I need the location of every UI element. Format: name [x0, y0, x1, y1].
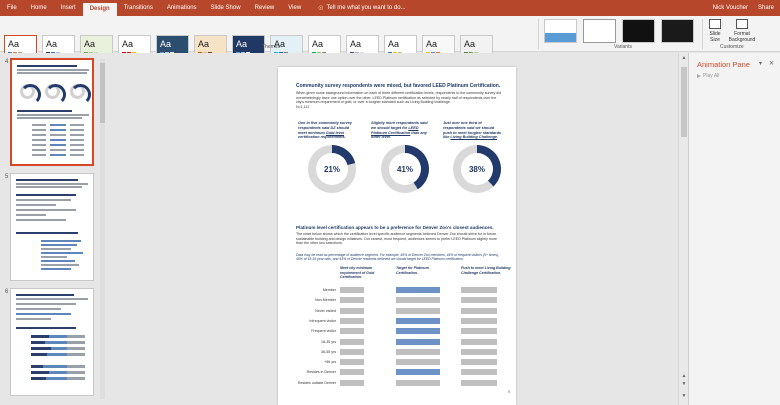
share-label: Share	[757, 5, 774, 11]
segment-bar	[396, 287, 440, 293]
group-header-gold: Meet city minimum requirement of Gold Certification.	[340, 266, 375, 280]
group-header-living-building: Push to meet Living Building Challenge Certification.	[461, 266, 511, 275]
scroll-up-arrow-icon[interactable]: ▲	[681, 55, 687, 61]
segment-bar	[340, 308, 364, 314]
segment-bar	[396, 328, 440, 334]
segment-label: 18-35 yrs	[321, 339, 336, 344]
play-all-label: Play All	[703, 73, 720, 79]
segment-bar	[461, 328, 497, 334]
slide-number: 5	[5, 174, 9, 180]
slide-intro-n: N=1,112	[296, 104, 310, 109]
segment-bar	[461, 359, 497, 365]
donut-note-living-building: Just over one third of respondents said we should push to meet tougher standards like Living Building Challenge.	[443, 121, 502, 140]
segment-label: Frequent visitor	[311, 329, 336, 334]
segment-bar	[340, 349, 364, 355]
scrollbar-thumb[interactable]	[681, 67, 687, 137]
theme-sample-text: Aa	[426, 39, 438, 49]
scroll-up-double-arrow-icon[interactable]: ▲	[681, 373, 687, 379]
segment-bar	[461, 287, 497, 293]
segment-bar	[340, 328, 364, 334]
segment-label: Resides in Denver	[306, 370, 336, 375]
close-icon[interactable]: ✕	[769, 61, 775, 67]
group-separator	[702, 19, 703, 49]
theme-sample-text: Aa	[8, 39, 20, 49]
theme-sample-text: Aa	[350, 39, 362, 49]
theme-sample-text: Aa	[464, 39, 476, 49]
scroll-down-double-arrow-icon[interactable]: ▼	[681, 381, 687, 387]
theme-sample-text: Aa	[274, 39, 286, 49]
section-note: Data may be read as percentage of audience segment. For example, 45% of Denver Zoo members, 44% of frequent visitors (5+ times), 45% of 18-35 year olds, and 43% of Denver residents believed we should target for LEED Platinum certification.	[296, 253, 500, 262]
slide-editor	[108, 53, 688, 405]
tab-view[interactable]: View	[288, 5, 302, 11]
tab-file[interactable]: File	[7, 5, 17, 11]
scroll-down-arrow-icon[interactable]: ▼	[681, 393, 687, 399]
segment-bar	[461, 308, 497, 314]
segment-bar	[340, 380, 364, 386]
group-separator	[538, 19, 539, 49]
donut-note-gold: One in five community survey respondents said DZ should meet minimum Gold level certification requirements.	[298, 121, 353, 140]
slide-intro	[296, 91, 502, 109]
pane-options-icon[interactable]: ▾	[759, 61, 763, 67]
tab-slide-show[interactable]: Slide Show	[210, 5, 241, 11]
theme-sample-text: Aa	[198, 39, 210, 49]
page-number: 9	[508, 389, 511, 394]
theme-sample-text: Aa	[236, 39, 248, 49]
donut-chart-gold	[308, 145, 356, 193]
segment-bar	[461, 349, 497, 355]
segment-label: Resides outside Denver	[297, 380, 336, 385]
segment-bar	[340, 318, 364, 324]
segment-bar	[340, 297, 364, 303]
slide-thumbnail-4[interactable]	[10, 58, 94, 166]
segment-bar	[461, 369, 497, 375]
segment-bar	[340, 339, 364, 345]
segment-bar	[396, 380, 440, 386]
segment-bar	[461, 297, 497, 303]
donut-note-platinum: Slightly more respondents said we should target for LEED Platinum Certification than any other level.	[371, 121, 428, 140]
tab-transitions[interactable]: Transitions	[123, 5, 153, 11]
slide-size-button[interactable]	[705, 19, 725, 43]
tab-insert[interactable]: Insert	[60, 5, 76, 11]
segment-bar	[396, 308, 440, 314]
slide-intro-text: When given some background information on each of three different certification levels, respondents to the community survey did overwhelmingly favor one option over the other. LEED Platinum certification as selected by nearly half of respondents over the city's minimum requirement of gold, or over a tougher standard such as Living Building challenge.	[296, 91, 502, 105]
segment-bar	[340, 287, 364, 293]
segment-label: 36-55 yrs	[321, 349, 336, 354]
theme-sample-text: Aa	[46, 39, 58, 49]
segment-bar	[396, 359, 440, 365]
ribbon-design	[0, 16, 780, 52]
slide-thumbnail-5[interactable]	[10, 173, 94, 281]
segment-bar	[396, 349, 440, 355]
theme-sample-text: Aa	[312, 39, 324, 49]
section-body: The chart below shows which the certification level specific audience segments believed Denver Zoo should strive for in future sustainable building and design initiatives. Our closest, most frequent, audiences seems to prefer LEED Platinum slightly more than the other two selections.	[296, 232, 497, 246]
segment-label: Never visited	[315, 308, 336, 313]
tab-animations[interactable]: Animations	[166, 5, 197, 11]
tab-home[interactable]: Home	[30, 5, 47, 11]
segment-bar	[340, 359, 364, 365]
play-all-button[interactable]	[697, 73, 719, 79]
format-background-icon	[736, 19, 748, 29]
segment-label: Non-Member	[315, 298, 336, 303]
segment-label: +56 yrs	[324, 360, 336, 365]
segment-bar	[396, 318, 440, 324]
group-label-customize: Customize	[720, 44, 744, 50]
thumbnails-scrollbar[interactable]	[100, 59, 105, 399]
animation-pane-title: Animation Pane	[697, 60, 750, 69]
format-background-button[interactable]	[728, 19, 756, 43]
group-label-themes: Themes	[262, 44, 281, 50]
lightbulb-icon: ☉	[318, 5, 324, 12]
tell-me-text: Tell me what you want to do...	[326, 5, 406, 11]
format-background-label: Format Background	[728, 31, 756, 43]
segment-bar	[461, 318, 497, 324]
slide-thumbnails-pane	[0, 53, 108, 405]
donut-chart-living-building	[453, 145, 501, 193]
segment-label: Infrequent visitor	[309, 318, 336, 323]
variant-4[interactable]	[661, 19, 694, 43]
tab-design[interactable]: Design	[83, 3, 117, 16]
slide-size-label: Slide Size	[709, 31, 721, 43]
share-button[interactable]	[758, 5, 774, 11]
donut-label: 41%	[396, 164, 413, 174]
slide-thumbnail-6[interactable]	[10, 288, 94, 396]
animation-pane	[688, 53, 780, 405]
section-title: Platinum level certification appears to be a preference for Denver Zoo's closest audiences.	[296, 225, 494, 230]
slide-size-icon	[709, 19, 721, 29]
segment-label: Member	[322, 288, 336, 292]
donut-label: 38%	[468, 164, 485, 174]
ribbon-tab-bar	[0, 0, 780, 16]
variant-3[interactable]	[622, 19, 655, 43]
slide-number: 6	[5, 289, 9, 295]
tab-review[interactable]: Review	[254, 5, 275, 11]
segment-bar	[340, 369, 364, 375]
tell-me-box[interactable]	[318, 5, 405, 12]
play-icon	[697, 74, 701, 78]
segment-bar	[396, 369, 440, 375]
variant-1[interactable]	[544, 19, 577, 43]
variant-2[interactable]	[583, 19, 616, 43]
slide-number: 4	[5, 59, 9, 65]
segment-bar	[396, 339, 440, 345]
segment-bar	[396, 297, 440, 303]
scrollbar-thumb[interactable]	[100, 63, 105, 123]
segment-bar	[461, 380, 497, 386]
slide-title: Community survey respondents were mixed, but favored LEED Platinum Certification.	[296, 83, 501, 89]
segment-bar	[461, 339, 497, 345]
editor-scrollbar[interactable]	[678, 53, 688, 405]
group-label-variants: Variants	[614, 44, 632, 50]
theme-sample-text: Aa	[84, 39, 96, 49]
group-header-platinum: Target for Platinum Certification.	[396, 266, 429, 275]
donut-chart-platinum	[381, 145, 429, 193]
user-name[interactable]: Nick Voucher	[712, 5, 748, 11]
slide-canvas[interactable]	[278, 67, 516, 405]
theme-sample-text: Aa	[388, 39, 400, 49]
donut-label: 21%	[323, 164, 340, 174]
theme-sample-text: Aa	[160, 39, 172, 49]
theme-sample-text: Aa	[122, 39, 134, 49]
